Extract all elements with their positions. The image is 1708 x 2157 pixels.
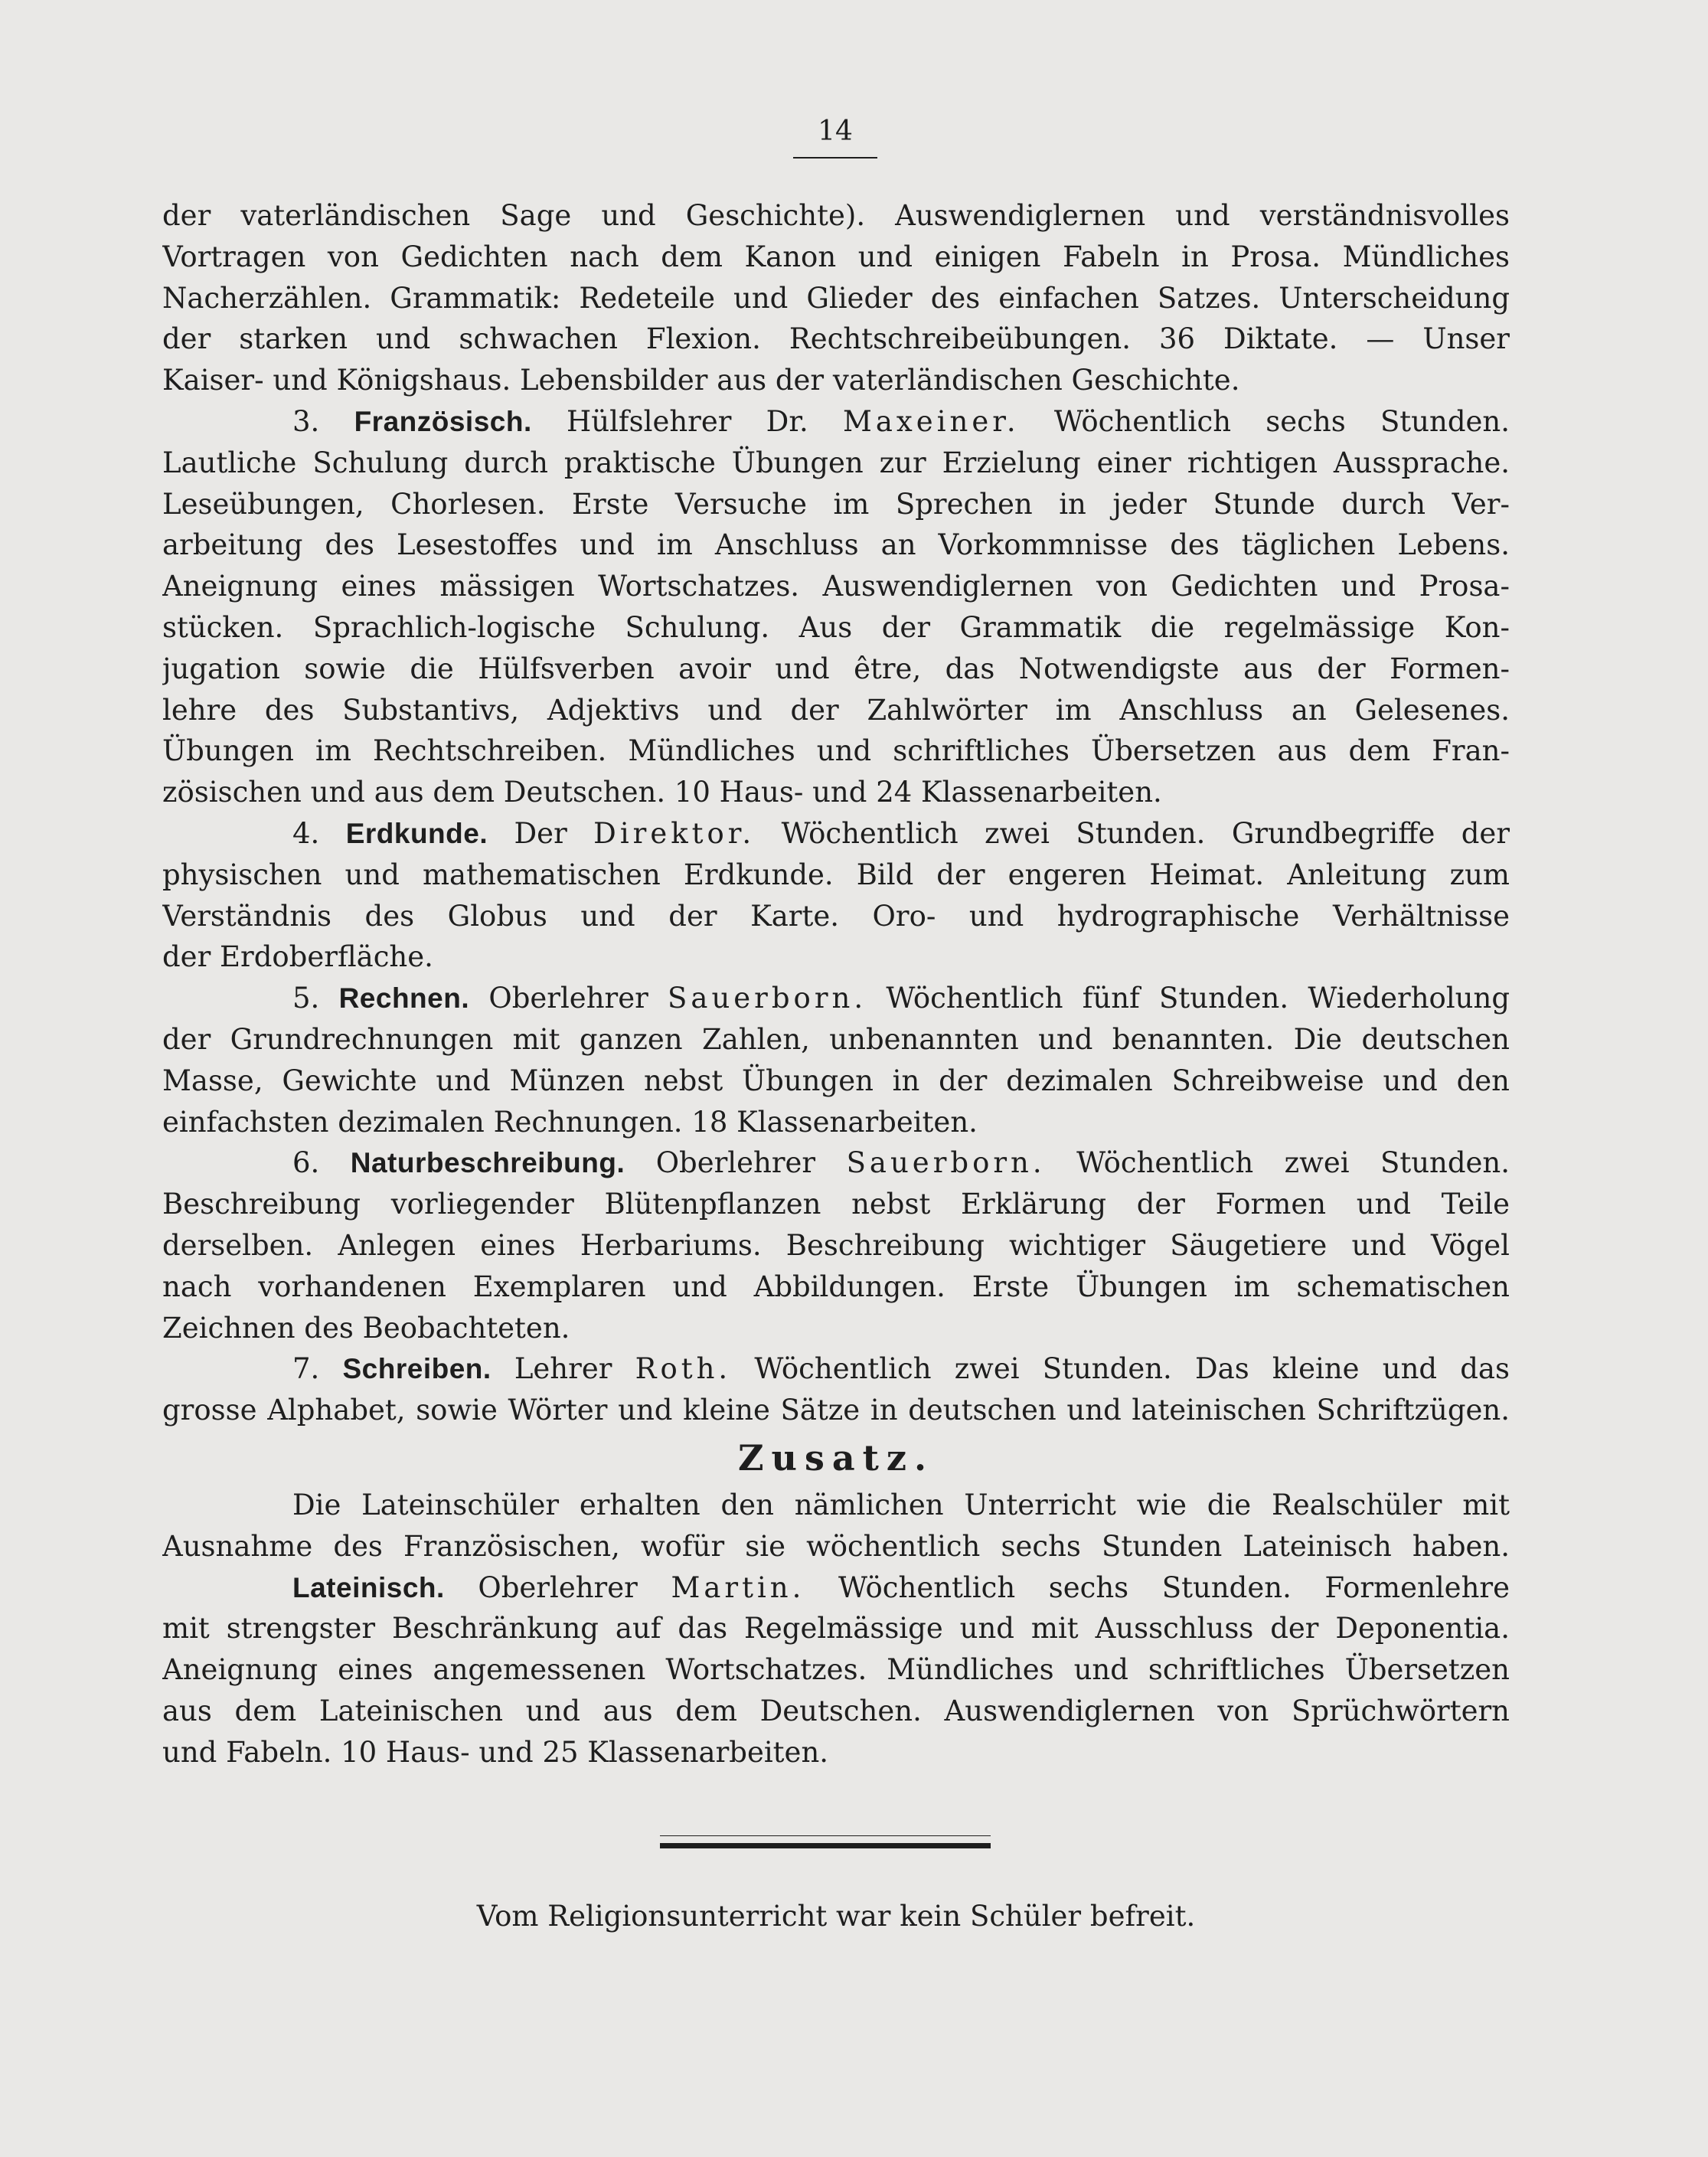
- line-text: Lautliche Schulung durch praktische Übungen zur Erzielung einer richtigen Aussprache.: [162, 446, 1510, 479]
- text-line: [162, 484, 1510, 525]
- text-line: [162, 525, 1510, 566]
- text-line: [162, 566, 1510, 607]
- text-line: [162, 1225, 1510, 1266]
- text-line: [162, 1390, 1510, 1431]
- text-line: [162, 772, 1510, 813]
- teacher-role: Der: [514, 816, 567, 850]
- teacher-name: Direktor.: [593, 816, 756, 850]
- line-text: aus dem Lateinischen und aus dem Deutschen. Auswendiglernen von Sprüchwörtern: [162, 1694, 1510, 1727]
- line-text: einfachsten dezimalen Rechnungen. 18 Klassenarbeiten.: [162, 1105, 978, 1139]
- teacher-role: Oberlehrer: [488, 982, 648, 1015]
- text-line: [162, 1526, 1510, 1567]
- section-number: 4.: [292, 816, 320, 850]
- section-title-franzoesisch: Französisch.: [354, 405, 532, 437]
- line-text: arbeitung des Lesestoffes und im Anschluss an Vorkommnisse des täglichen Lebens.: [162, 528, 1510, 562]
- text-line: [162, 1102, 1510, 1143]
- text-line: [162, 855, 1510, 896]
- section-title-lateinisch: Lateinisch.: [292, 1571, 445, 1603]
- separator-rule-thin: [660, 1835, 991, 1836]
- line-text: Übungen im Rechtschreiben. Mündliches und schriftliches Übersetzen aus dem Fran-: [162, 734, 1510, 768]
- text-line: [162, 1019, 1510, 1061]
- line-text: mit strengster Beschränkung auf das Regelmässige und mit Ausschluss der Deponentia.: [162, 1612, 1510, 1646]
- section-number: 7.: [292, 1352, 320, 1386]
- line-text: Wöchentlich fünf Stunden. Wiederholung: [886, 982, 1510, 1015]
- line-text: derselben. Anlegen eines Herbariums. Beschreibung wichtiger Säugetiere und Vögel: [162, 1228, 1510, 1262]
- text-line: [162, 319, 1510, 360]
- line-text: grosse Alphabet, sowie Wörter und kleine Sätze in deutschen und lateinischen Schriftzügen.: [162, 1394, 1510, 1427]
- line-text: Wöchentlich zwei Stunden.: [1076, 1146, 1510, 1180]
- line-text: der Grundrechnungen mit ganzen Zahlen, unbenannten und benannten. Die deutschen: [162, 1022, 1510, 1056]
- line-text: zösischen und aus dem Deutschen. 10 Haus- und 24 Klassenarbeiten.: [162, 776, 1162, 809]
- zusatz-heading: Zusatz.: [737, 1436, 935, 1479]
- text-line: [162, 1184, 1510, 1225]
- line-text: der starken und schwachen Flexion. Rechtschreibeübungen. 36 Diktate. — Unser: [162, 322, 1510, 356]
- section-title-schreiben: Schreiben.: [342, 1353, 491, 1385]
- page-number-underline: [793, 157, 877, 159]
- teacher-role: Lehrer: [514, 1352, 612, 1386]
- text-line: [162, 649, 1510, 690]
- teacher-role: Hülfslehrer Dr.: [567, 404, 808, 438]
- line-text: Wöchentlich sechs Stunden. Formenlehre: [838, 1570, 1510, 1604]
- section-number: 5.: [292, 982, 320, 1015]
- line-text: Nacherzählen. Grammatik: Redeteile und Glieder des einfachen Satzes. Unterscheidung: [162, 281, 1510, 315]
- line-text: Ausnahme des Französischen, wofür sie wöchentlich sechs Stunden Lateinisch haben.: [162, 1529, 1510, 1563]
- section-number: 3.: [292, 404, 320, 438]
- text-line: [162, 1485, 1510, 1526]
- closing-note: Vom Religionsunterricht war kein Schüler befreit.: [476, 1900, 1196, 1933]
- text-line: [162, 1308, 1510, 1349]
- teacher-name: Maxeiner.: [842, 404, 1020, 438]
- line-text: Aneignung eines angemessenen Wortschatzes. Mündliches und schriftliches Übersetzen: [162, 1653, 1510, 1687]
- text-line: [162, 607, 1510, 649]
- line-text: Leseübungen, Chorlesen. Erste Versuche im Sprechen in jeder Stunde durch Ver-: [162, 487, 1510, 521]
- line-text: Die Lateinschüler erhalten den nämlichen Unterricht wie die Realschüler mit: [292, 1488, 1510, 1521]
- line-text: Verständnis des Globus und der Karte. Oro- und hydrographische Verhältnisse: [162, 899, 1510, 933]
- section-number: 6.: [292, 1146, 320, 1180]
- line-text: stücken. Sprachlich-logische Schulung. Aus der Grammatik die regelmässige Kon-: [162, 610, 1510, 644]
- text-line: [162, 360, 1510, 401]
- teacher-role: Oberlehrer: [478, 1570, 638, 1604]
- line-text: Aneignung eines mässigen Wortschatzes. Auswendiglernen von Gedichten und Prosa-: [162, 570, 1510, 603]
- line-text: Kaiser- und Königshaus. Lebensbilder aus der vaterländischen Geschichte.: [162, 364, 1240, 397]
- section-heading-line: [162, 813, 1510, 855]
- line-text: Wöchentlich sechs Stunden.: [1053, 404, 1510, 438]
- section-title-erdkunde: Erdkunde.: [345, 817, 488, 849]
- line-text: nach vorhandenen Exemplaren und Abbildungen. Erste Übungen im schematischen: [162, 1270, 1510, 1303]
- section-heading-line: [162, 978, 1510, 1019]
- section-heading-line: [162, 1567, 1510, 1609]
- text-line: [162, 195, 1510, 237]
- teacher-name: Sauerborn.: [846, 1146, 1046, 1180]
- body-text: [162, 195, 1510, 1773]
- line-text: der vaterländischen Sage und Geschichte). Auswendiglernen und verständnisvolles: [162, 199, 1510, 232]
- section-heading-line: [162, 401, 1510, 443]
- text-line: [162, 896, 1510, 937]
- teacher-name: Roth.: [635, 1352, 732, 1386]
- section-heading-line: [162, 1142, 1510, 1184]
- line-text: Zeichnen des Beobachteten.: [162, 1311, 570, 1345]
- section-title-naturbeschreibung: Naturbeschreibung.: [350, 1147, 625, 1179]
- line-text: Masse, Gewichte und Münzen nebst Übungen in der dezimalen Schreibweise und den: [162, 1064, 1510, 1097]
- section-title-rechnen: Rechnen.: [338, 982, 470, 1015]
- teacher-role: Oberlehrer: [655, 1146, 816, 1180]
- section-heading-line: [162, 1348, 1510, 1390]
- line-text: Vortragen von Gedichten nach dem Kanon und einigen Fabeln in Prosa. Mündliches: [162, 240, 1510, 273]
- text-line: [162, 1691, 1510, 1732]
- text-line: [162, 1608, 1510, 1649]
- text-line: [162, 1732, 1510, 1773]
- line-text: Beschreibung vorliegender Blütenpflanzen nebst Erklärung der Formen und Teile: [162, 1188, 1510, 1221]
- separator-rule-thick: [660, 1843, 991, 1848]
- text-line: [162, 278, 1510, 319]
- teacher-name: Martin.: [671, 1570, 805, 1604]
- line-text: und Fabeln. 10 Haus- und 25 Klassenarbeiten.: [162, 1735, 829, 1769]
- line-text: physischen und mathematischen Erdkunde. Bild der engeren Heimat. Anleitung zum: [162, 858, 1510, 891]
- text-line: [162, 1061, 1510, 1102]
- text-line: [162, 936, 1510, 978]
- text-line: [162, 1649, 1510, 1691]
- line-text: jugation sowie die Hülfsverben avoir und être, das Notwendigste aus der Formen-: [162, 652, 1510, 685]
- line-text: Wöchentlich zwei Stunden. Grundbegriffe der: [781, 816, 1510, 850]
- text-line: [162, 237, 1510, 278]
- line-text: Wöchentlich zwei Stunden. Das kleine und das: [754, 1352, 1510, 1386]
- text-line: [162, 690, 1510, 731]
- text-line: [162, 1266, 1510, 1308]
- text-line: [162, 730, 1510, 772]
- text-line: [162, 443, 1510, 484]
- line-text: lehre des Substantivs, Adjektivs und der Zahlwörter im Anschluss an Gelesenes.: [162, 693, 1510, 727]
- teacher-name: Sauerborn.: [668, 982, 867, 1015]
- line-text: der Erdoberfläche.: [162, 940, 433, 974]
- page-number: 14: [818, 116, 853, 147]
